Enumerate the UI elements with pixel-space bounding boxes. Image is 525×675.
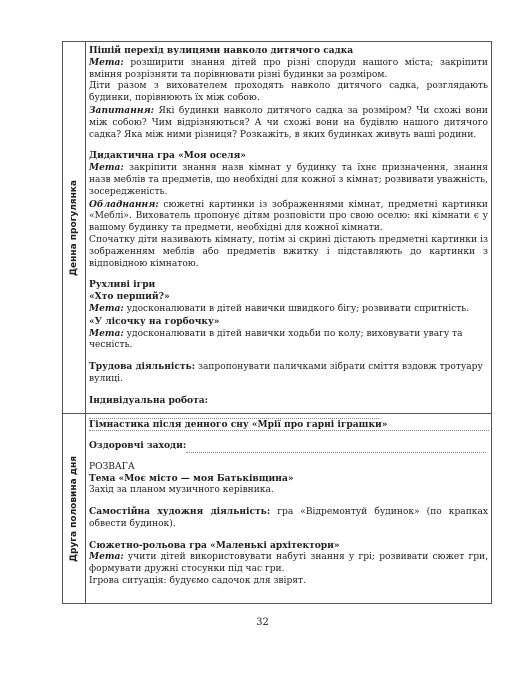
art-activity: Самостійна художня діяльність: гра «Відремонтуй будинок» (по крапках обвести будинок). [89,505,488,529]
page-number: 32 [256,617,269,628]
column-divider [85,42,86,603]
side-label-walk: Денна прогулянка [69,179,79,276]
didactic-goal: Мета: закріпити знання назв кімнат у будинку та їхнє призначення, знання назв меблів та предметів, що необхідні для кожної з кімнат; розвивати уважність, зосередженість. [89,162,488,197]
side-label-cell-walk [63,42,85,413]
role-play-title: Сюжетно-рольова гра «Маленькі архітектори» [89,539,340,551]
game-2-goal: Мета: удосконалювати в дітей навички ходьби по колу; виховувати увагу та чесність. [89,327,463,351]
didactic-equipment: Обладнання: сюжетні картинки із зображеннями кімнат, предметні картинки «Меблі». Вихователь пропонує дітям розповісти про свою оселю: які кімнати є у вашому будинку та предмети, необхідні для кожної кімнати. [89,198,488,234]
gymnastics-title: Гімнастика після денного сну «Мрії про гарні іграшки» [89,419,388,430]
game-situation: Ігрова ситуація: будуємо садочок для звірят. [89,575,306,586]
fill-in-line [89,409,379,419]
health-measures: Оздоровчі заходи: [89,440,488,453]
fill-in-line [186,443,486,453]
didactic-game-title: Дидактична гра «Моя оселя» [89,150,246,162]
labor-activity: Трудова діяльність: запропонувати паличками зібрати сміття вздовж тротуару вулиці. [89,361,483,384]
game-2-title: «У лісочку на горбочку» [89,315,220,327]
walk-goal: Мета: розширити знання дітей про різні споруди нашого міста; закріпити вміння розрізняти та порівнювати різні будинки за розміром. [89,56,488,80]
outdoor-games-title: Рухливі ігри [89,279,156,291]
walk-text: Діти разом з вихователем проходять навколо дитячого садка, розглядають будинки, порівнюють їх між собою. [89,81,488,104]
walk-questions: Запитання: Які будинки навколо дитячого садка за розміром? Чи схожі вони між собою? Чим відрізняються? А чи схожі вони на будівлю нашого дитячого садка? Яка між ними різниця? Розкажіть, в яких будинках живуть ваші родини. [89,104,488,140]
afternoon-section [89,419,488,588]
plan-table [62,41,492,604]
didactic-text: Спочатку діти називають кімнату, потім зі скрині дістають предметні картинки із зображенням меблів або предметів вжитку і підставляють до картинки з відповідною кімнатою. [89,234,488,269]
side-label-afternoon: Друга половина дня [69,455,79,563]
walk-section [89,45,488,431]
game-1-goal: Мета: удосконалювати в дітей навички швидкого бігу; розвивати спритність. [89,302,470,314]
game-1-title: «Хто перший?» [89,291,170,303]
entertainment-text: Захід за планом музичного керівника. [89,485,274,496]
walk-title: Пішій перехід вулицями навколо дитячого садка [89,45,354,56]
individual-work: Індивідуальна робота: [89,395,488,420]
side-label-cell-afternoon [63,414,85,604]
entertainment-heading: РОЗВАГА [89,461,135,472]
role-play-goal: Мета: учити дітей використовувати набуті знання у грі; розвивати сюжет гри, формувати дружні стосунки під час гри. [89,551,488,575]
entertainment-theme: Тема «Моє місто — моя Батьківщина» [89,473,294,485]
